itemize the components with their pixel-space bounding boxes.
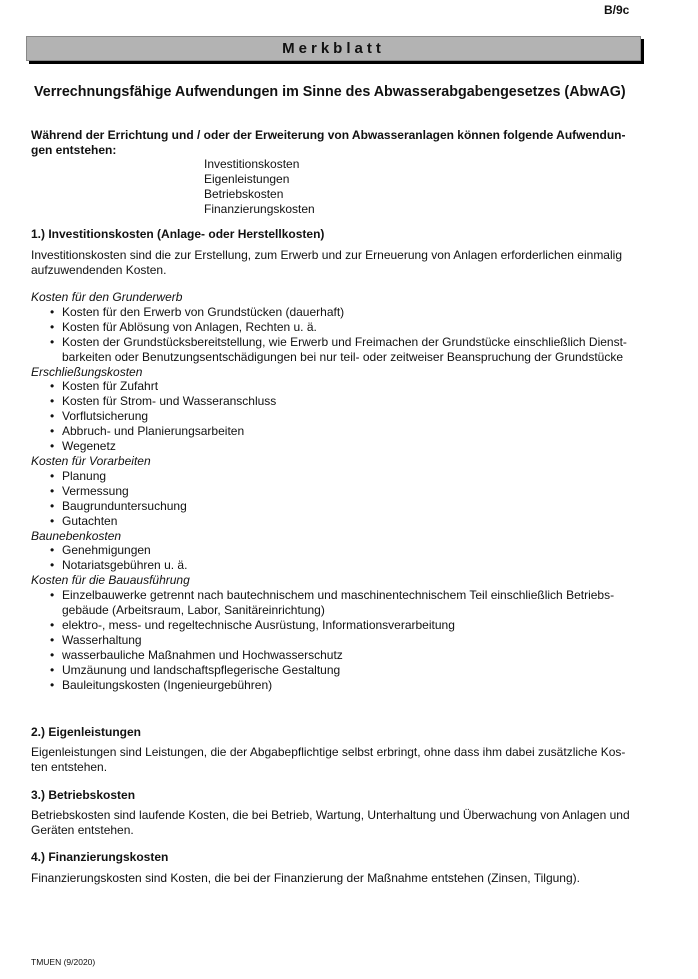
intro-text xyxy=(31,128,626,158)
bullet-item-continuation: barkeiten oder Benutzungsentschädigungen bei nur teil- oder zeitweiser Beanspruchung der Grundstücke xyxy=(62,349,624,364)
section-2-heading: 2.) Eigenleistungen xyxy=(31,725,142,739)
bullet-item: • Wegenetz xyxy=(31,439,627,454)
bullet-item: • Kosten für Strom- und Wasseranschluss xyxy=(31,394,627,409)
bullet-item: • Notariatsgebühren u. ä. xyxy=(31,558,627,573)
cost-groups xyxy=(31,290,627,692)
bullet-item: • wasserbauliche Maßnahmen und Hochwasserschutz xyxy=(31,648,627,663)
bullet-item: • Genehmigungen xyxy=(31,543,627,558)
para-line: Finanzierungskosten sind Kosten, die bei der Finanzierung der Maßnahme entstehen (Zinsen, Tilgung). xyxy=(31,871,580,885)
intro-list xyxy=(204,157,315,217)
para-line: aufzuwendenden Kosten. xyxy=(31,262,167,277)
intro-list-item: Finanzierungskosten xyxy=(204,201,315,216)
para-line: Eigenleistungen sind Leistungen, die der Abgabepflichtige selbst erbringt, ohne dass ihm dabei zusätzliche Kos- xyxy=(31,745,626,759)
bullet-item: • elektro-, mess- und regeltechnische Ausrüstung, Informationsverarbeitung xyxy=(31,618,627,633)
intro-line: Während der Errichtung und / oder der Erweiterung von Abwasseranlagen können folgende Aufwendun- xyxy=(31,128,626,142)
bullet-item: • Bauleitungskosten (Ingenieurgebühren) xyxy=(31,678,627,693)
intro-list-item: Betriebskosten xyxy=(204,186,284,201)
para-line: Geräten entstehen. xyxy=(31,822,134,837)
cost-group-title: Kosten für die Bauausführung xyxy=(31,573,190,588)
intro-list-item: Investitionskosten xyxy=(204,157,300,171)
para-line: Betriebskosten sind laufende Kosten, die bei Betrieb, Wartung, Unterhaltung und Überwachung von Anlagen und xyxy=(31,808,630,822)
bullet-item: • Kosten für Ablösung von Anlagen, Rechten u. ä. xyxy=(31,320,627,335)
intro-line: gen entstehen: xyxy=(31,142,117,157)
bullet-item: • Planung xyxy=(31,469,627,484)
cost-group-title: Kosten für Vorarbeiten xyxy=(31,453,151,468)
para-line: Investitionskosten sind die zur Erstellung, zum Erwerb und zur Erneuerung von Anlagen erforderlichen einmalig xyxy=(31,248,622,262)
section-1-paragraph xyxy=(31,248,622,278)
bullet-item: • Abbruch- und Planierungsarbeiten xyxy=(31,424,627,439)
bullet-item: • Vorflutsicherung xyxy=(31,409,627,424)
bullet-item: • Vermessung xyxy=(31,484,627,499)
intro-list-item: Eigenleistungen xyxy=(204,171,290,186)
bullet-item: • Gutachten xyxy=(31,514,627,529)
section-3-heading: 3.) Betriebskosten xyxy=(31,788,136,802)
banner-title: Merkblatt xyxy=(26,36,641,61)
bullet-item-continuation: gebäude (Arbeitsraum, Labor, Sanitäreinrichtung) xyxy=(62,603,325,618)
document-title: Verrechnungsfähige Aufwendungen im Sinne des Abwasserabgabengesetzes (AbwAG) xyxy=(34,84,626,100)
footer-note: TMUEN (9/2020) xyxy=(31,957,96,967)
page-id: B/9c xyxy=(604,3,630,17)
bullet-item: • Umzäunung und landschaftspflegerische Gestaltung xyxy=(31,663,627,678)
cost-group-title: Baunebenkosten xyxy=(31,528,122,543)
section-1-heading: 1.) Investitionskosten (Anlage- oder Herstellkosten) xyxy=(31,227,325,241)
cost-group-title: Erschließungskosten xyxy=(31,364,143,379)
bullet-item: • Kosten für den Erwerb von Grundstücken (dauerhaft) xyxy=(31,305,627,320)
section-4-paragraph xyxy=(31,871,580,886)
cost-group-title: Kosten für den Grunderwerb xyxy=(31,290,183,304)
section-4-heading: 4.) Finanzierungskosten xyxy=(31,850,169,864)
section-2-paragraph xyxy=(31,745,625,775)
bullet-item: • Wasserhaltung xyxy=(31,633,627,648)
section-3-paragraph xyxy=(31,808,630,838)
bullet-item: • Kosten für Zufahrt xyxy=(31,379,627,394)
bullet-item: • Einzelbauwerke getrennt nach bautechnischem und maschinentechnischem Teil einschließlich Betriebs- xyxy=(31,588,627,603)
para-line: ten entstehen. xyxy=(31,759,108,774)
bullet-item: • Kosten der Grundstücksbereitstellung, wie Erwerb und Freimachen der Grundstücke einschließlich Dienst- xyxy=(31,335,627,350)
bullet-item: • Baugrunduntersuchung xyxy=(31,499,627,514)
